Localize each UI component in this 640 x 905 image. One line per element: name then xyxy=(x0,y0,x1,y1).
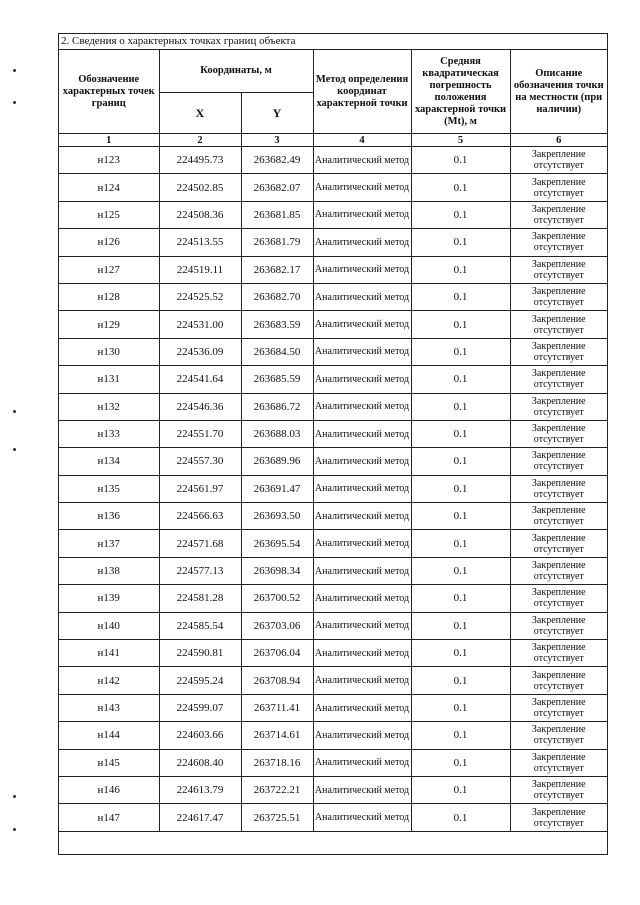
table-row xyxy=(59,448,607,475)
method-cell: Аналитический метод xyxy=(313,694,411,721)
point-id: н145 xyxy=(59,749,159,776)
coord-y: 263706.04 xyxy=(241,640,313,667)
table-row xyxy=(59,694,607,721)
point-id: н133 xyxy=(59,420,159,447)
description-cell: Закрепление отсутствует xyxy=(510,475,607,502)
header-method: Метод определения координат характерной точки xyxy=(313,50,411,134)
point-id: н136 xyxy=(59,503,159,530)
coord-y: 263684.50 xyxy=(241,338,313,365)
method-cell: Аналитический метод xyxy=(313,256,411,283)
table-row xyxy=(59,229,607,256)
method-cell: Аналитический метод xyxy=(313,530,411,557)
error-cell: 0.1 xyxy=(411,311,510,338)
coord-y: 263689.96 xyxy=(241,448,313,475)
coord-y: 263681.79 xyxy=(241,229,313,256)
coord-x: 224519.11 xyxy=(159,256,241,283)
table-row xyxy=(59,667,607,694)
description-cell: Закрепление отсутствует xyxy=(510,585,607,612)
coord-x: 224546.36 xyxy=(159,393,241,420)
error-cell: 0.1 xyxy=(411,229,510,256)
coord-y: 263722.21 xyxy=(241,776,313,803)
method-cell: Аналитический метод xyxy=(313,283,411,310)
description-cell: Закрепление отсутствует xyxy=(510,256,607,283)
error-cell: 0.1 xyxy=(411,256,510,283)
table-row xyxy=(59,147,607,174)
coord-y: 263693.50 xyxy=(241,503,313,530)
coord-y: 263683.59 xyxy=(241,311,313,338)
description-cell: Закрепление отсутствует xyxy=(510,694,607,721)
point-id: н130 xyxy=(59,338,159,365)
coord-x: 224613.79 xyxy=(159,776,241,803)
point-id: н146 xyxy=(59,776,159,803)
error-cell: 0.1 xyxy=(411,475,510,502)
point-id: н139 xyxy=(59,585,159,612)
scan-mark xyxy=(13,795,16,798)
coord-y: 263682.07 xyxy=(241,174,313,201)
table-row xyxy=(59,256,607,283)
coord-x: 224585.54 xyxy=(159,612,241,639)
coord-y: 263682.17 xyxy=(241,256,313,283)
document-sheet xyxy=(58,33,608,855)
coord-y: 263714.61 xyxy=(241,722,313,749)
description-cell: Закрепление отсутствует xyxy=(510,393,607,420)
coord-y: 263682.49 xyxy=(241,147,313,174)
table-row xyxy=(59,420,607,447)
method-cell: Аналитический метод xyxy=(313,311,411,338)
scan-mark xyxy=(13,69,16,72)
coord-y: 263688.03 xyxy=(241,420,313,447)
table-row xyxy=(59,557,607,584)
coord-x: 224551.70 xyxy=(159,420,241,447)
coord-y: 263698.34 xyxy=(241,557,313,584)
coord-y: 263695.54 xyxy=(241,530,313,557)
description-cell: Закрепление отсутствует xyxy=(510,640,607,667)
header-x: X xyxy=(159,93,241,134)
table-row xyxy=(59,311,607,338)
coord-x: 224513.55 xyxy=(159,229,241,256)
error-cell: 0.1 xyxy=(411,749,510,776)
column-numbers-row xyxy=(59,134,607,147)
coord-x: 224581.28 xyxy=(159,585,241,612)
table-row xyxy=(59,475,607,502)
error-cell: 0.1 xyxy=(411,804,510,831)
error-cell: 0.1 xyxy=(411,393,510,420)
coord-x: 224566.63 xyxy=(159,503,241,530)
point-id: н126 xyxy=(59,229,159,256)
coord-x: 224525.52 xyxy=(159,283,241,310)
method-cell: Аналитический метод xyxy=(313,749,411,776)
table-row xyxy=(59,174,607,201)
error-cell: 0.1 xyxy=(411,530,510,557)
table-row xyxy=(59,393,607,420)
method-cell: Аналитический метод xyxy=(313,557,411,584)
point-id: н123 xyxy=(59,147,159,174)
point-id: н138 xyxy=(59,557,159,584)
error-cell: 0.1 xyxy=(411,503,510,530)
coord-y: 263725.51 xyxy=(241,804,313,831)
point-id: н128 xyxy=(59,283,159,310)
description-cell: Закрепление отсутствует xyxy=(510,667,607,694)
method-cell: Аналитический метод xyxy=(313,776,411,803)
column-number: 5 xyxy=(411,134,510,147)
point-id: н124 xyxy=(59,174,159,201)
header-description: Описание обозначения точки на местности (при наличии) xyxy=(510,50,607,134)
point-id: н147 xyxy=(59,804,159,831)
coord-y: 263718.16 xyxy=(241,749,313,776)
coord-y: 263708.94 xyxy=(241,667,313,694)
coord-y: 263682.70 xyxy=(241,283,313,310)
error-cell: 0.1 xyxy=(411,366,510,393)
column-number: 3 xyxy=(241,134,313,147)
description-cell: Закрепление отсутствует xyxy=(510,557,607,584)
error-cell: 0.1 xyxy=(411,147,510,174)
description-cell: Закрепление отсутствует xyxy=(510,503,607,530)
method-cell: Аналитический метод xyxy=(313,585,411,612)
point-id: н137 xyxy=(59,530,159,557)
coord-x: 224541.64 xyxy=(159,366,241,393)
description-cell: Закрепление отсутствует xyxy=(510,749,607,776)
method-cell: Аналитический метод xyxy=(313,722,411,749)
method-cell: Аналитический метод xyxy=(313,147,411,174)
point-id: н131 xyxy=(59,366,159,393)
description-cell: Закрепление отсутствует xyxy=(510,311,607,338)
table-row xyxy=(59,283,607,310)
point-id: н141 xyxy=(59,640,159,667)
error-cell: 0.1 xyxy=(411,667,510,694)
description-cell: Закрепление отсутствует xyxy=(510,448,607,475)
error-cell: 0.1 xyxy=(411,557,510,584)
error-cell: 0.1 xyxy=(411,420,510,447)
point-id: н134 xyxy=(59,448,159,475)
coord-x: 224531.00 xyxy=(159,311,241,338)
table-row xyxy=(59,503,607,530)
point-id: н140 xyxy=(59,612,159,639)
point-id: н143 xyxy=(59,694,159,721)
point-id: н129 xyxy=(59,311,159,338)
table-row xyxy=(59,585,607,612)
description-cell: Закрепление отсутствует xyxy=(510,283,607,310)
point-id: н125 xyxy=(59,201,159,228)
method-cell: Аналитический метод xyxy=(313,475,411,502)
point-id: н132 xyxy=(59,393,159,420)
description-cell: Закрепление отсутствует xyxy=(510,229,607,256)
coord-x: 224599.07 xyxy=(159,694,241,721)
coord-x: 224561.97 xyxy=(159,475,241,502)
table-row xyxy=(59,640,607,667)
description-cell: Закрепление отсутствует xyxy=(510,420,607,447)
coord-x: 224495.73 xyxy=(159,147,241,174)
description-cell: Закрепление отсутствует xyxy=(510,776,607,803)
point-id: н135 xyxy=(59,475,159,502)
table-row xyxy=(59,530,607,557)
coord-x: 224608.40 xyxy=(159,749,241,776)
error-cell: 0.1 xyxy=(411,776,510,803)
coord-y: 263685.59 xyxy=(241,366,313,393)
column-number: 4 xyxy=(313,134,411,147)
coord-x: 224617.47 xyxy=(159,804,241,831)
table-row xyxy=(59,366,607,393)
method-cell: Аналитический метод xyxy=(313,420,411,447)
scan-mark xyxy=(13,410,16,413)
point-id: н127 xyxy=(59,256,159,283)
header-coordinates: Координаты, м xyxy=(159,50,313,93)
table-row xyxy=(59,338,607,365)
method-cell: Аналитический метод xyxy=(313,393,411,420)
error-cell: 0.1 xyxy=(411,448,510,475)
coord-y: 263686.72 xyxy=(241,393,313,420)
method-cell: Аналитический метод xyxy=(313,612,411,639)
method-cell: Аналитический метод xyxy=(313,667,411,694)
header-y: Y xyxy=(241,93,313,134)
description-cell: Закрепление отсутствует xyxy=(510,201,607,228)
description-cell: Закрепление отсутствует xyxy=(510,804,607,831)
coord-x: 224557.30 xyxy=(159,448,241,475)
error-cell: 0.1 xyxy=(411,201,510,228)
error-cell: 0.1 xyxy=(411,722,510,749)
description-cell: Закрепление отсутствует xyxy=(510,722,607,749)
coord-x: 224502.85 xyxy=(159,174,241,201)
header-error: Средняя квадратическая погрешность положения характерной точки (Mt), м xyxy=(411,50,510,134)
coord-x: 224590.81 xyxy=(159,640,241,667)
description-cell: Закрепление отсутствует xyxy=(510,612,607,639)
error-cell: 0.1 xyxy=(411,283,510,310)
description-cell: Закрепление отсутствует xyxy=(510,174,607,201)
coord-x: 224508.36 xyxy=(159,201,241,228)
header-designation: Обозначение характерных точек границ xyxy=(59,50,159,134)
scan-mark xyxy=(13,101,16,104)
coord-y: 263691.47 xyxy=(241,475,313,502)
coord-y: 263711.41 xyxy=(241,694,313,721)
table-row xyxy=(59,722,607,749)
method-cell: Аналитический метод xyxy=(313,640,411,667)
method-cell: Аналитический метод xyxy=(313,338,411,365)
coord-y: 263703.06 xyxy=(241,612,313,639)
section-title: 2. Сведения о характерных точках границ объекта xyxy=(59,34,607,50)
method-cell: Аналитический метод xyxy=(313,804,411,831)
coord-x: 224603.66 xyxy=(159,722,241,749)
method-cell: Аналитический метод xyxy=(313,503,411,530)
column-number: 2 xyxy=(159,134,241,147)
error-cell: 0.1 xyxy=(411,338,510,365)
coord-x: 224571.68 xyxy=(159,530,241,557)
error-cell: 0.1 xyxy=(411,174,510,201)
column-number: 6 xyxy=(510,134,607,147)
boundary-points-table xyxy=(59,50,607,832)
error-cell: 0.1 xyxy=(411,612,510,639)
method-cell: Аналитический метод xyxy=(313,448,411,475)
coord-y: 263681.85 xyxy=(241,201,313,228)
description-cell: Закрепление отсутствует xyxy=(510,530,607,557)
table-row xyxy=(59,776,607,803)
method-cell: Аналитический метод xyxy=(313,201,411,228)
description-cell: Закрепление отсутствует xyxy=(510,147,607,174)
description-cell: Закрепление отсутствует xyxy=(510,366,607,393)
description-cell: Закрепление отсутствует xyxy=(510,338,607,365)
scan-mark xyxy=(13,448,16,451)
scan-mark xyxy=(13,828,16,831)
point-id: н144 xyxy=(59,722,159,749)
error-cell: 0.1 xyxy=(411,585,510,612)
error-cell: 0.1 xyxy=(411,640,510,667)
coord-y: 263700.52 xyxy=(241,585,313,612)
method-cell: Аналитический метод xyxy=(313,229,411,256)
table-row xyxy=(59,612,607,639)
column-number: 1 xyxy=(59,134,159,147)
point-id: н142 xyxy=(59,667,159,694)
table-row xyxy=(59,804,607,831)
method-cell: Аналитический метод xyxy=(313,174,411,201)
method-cell: Аналитический метод xyxy=(313,366,411,393)
error-cell: 0.1 xyxy=(411,694,510,721)
table-row xyxy=(59,749,607,776)
coord-x: 224577.13 xyxy=(159,557,241,584)
table-row xyxy=(59,201,607,228)
coord-x: 224595.24 xyxy=(159,667,241,694)
coord-x: 224536.09 xyxy=(159,338,241,365)
